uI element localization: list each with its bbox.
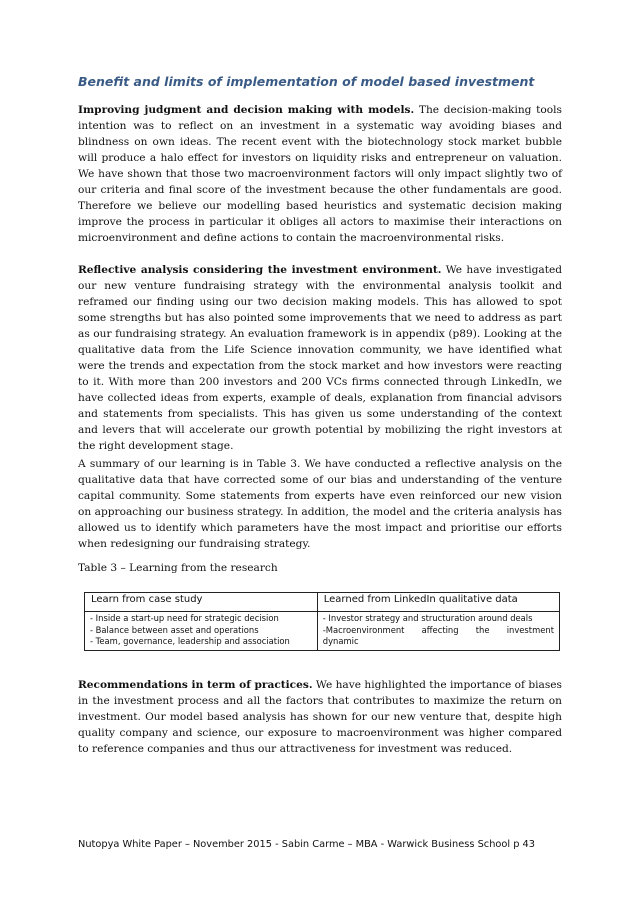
list-item: - Investor strategy and structuration around deals — [322, 613, 533, 623]
paragraph-summary — [78, 456, 562, 552]
paragraph-reflective-analysis — [78, 262, 562, 454]
table-row — [85, 612, 560, 651]
paragraph-improving-judgment — [78, 102, 562, 246]
table-caption: Table 3 – Learning from the research — [78, 562, 278, 574]
section-heading: Benefit and limits of implementation of model based investment — [78, 74, 535, 89]
table-header-case-study: Learn from case study — [85, 593, 318, 612]
list-item — [323, 625, 554, 637]
list-item: - Balance between asset and operations — [90, 624, 259, 635]
paragraph-body: We have investigated our new venture fundraising strategy with the environmental analysis toolkit and reframed our finding using our two decision making models. This has allowed to spot some strengths but has also pointed some improvements that we need to address as part as our fundraising strategy. An evaluation framework is in appendix (p89). Looking at the qualitative data from the Life Science innovation community, we have identified what were the trends and expectation from the stock market and how investors were reacting to it. With more than 200 investors and 200 VCs firms connected through LinkedIn, we have collected ideas from experts, example of deals, explanation from financial advisors and statements from specialists. This has given us some understanding of the context and levers that will accelerate our growth potential by mobilizing the right investors at the right development stage. — [78, 264, 563, 452]
list-item: - Team, governance, leadership and association — [90, 636, 290, 646]
paragraph-lead: Reflective analysis considering the investment environment. — [78, 264, 442, 276]
paragraph-lead: Improving judgment and decision making with models. — [78, 104, 415, 116]
table-cell-case-study — [85, 612, 318, 651]
cell-word: the — [475, 624, 490, 635]
list-item: - Inside a start-up need for strategic decision — [90, 613, 279, 623]
cell-word: -Macroenvironment — [322, 624, 405, 635]
paragraph-body: A summary of our learning is in Table 3. We have conducted a reflective analysis on the qualitative data that have corrected some of our bias and understanding of the venture capital community. Some statements from experts have even reinforced our new vision on approaching our business strategy. In addition, the model and the criteria analysis has allowed us to identify which parameters have the most impact and prioritise our efforts when redesigning our fundraising strategy. — [78, 458, 562, 550]
paragraph-body: We have highlighted the importance of biases in the investment process and all the factors that contributes to maximize the return on investment. Our model based analysis has shown for our new venture that, despite high quality company and science, our exposure to macroenvironment was higher compared to reference companies and thus our attractiveness for investment was reduced. — [78, 679, 562, 755]
table-header-row — [85, 593, 560, 612]
paragraph-lead: Recommendations in term of practices. — [78, 679, 313, 691]
table-cell-linkedin — [317, 612, 559, 651]
list-item: dynamic — [322, 636, 359, 646]
cell-word: investment — [506, 624, 554, 635]
page-footer: Nutopya White Paper – November 2015 - Sabin Carme – MBA - Warwick Business School p 43 — [78, 839, 536, 850]
cell-word: affecting — [421, 624, 459, 635]
learning-table — [84, 592, 560, 651]
table-header-linkedin: Learned from LinkedIn qualitative data — [317, 593, 559, 612]
paragraph-body: The decision-making tools intention was to reflect on an investment in a systematic way avoiding biases and blindness on own ideas. The recent event with the biotechnology stock market bubble will produce a halo effect for investors on liquidity risks and entrepreneur on valuation. We have shown that those two macroenvironment factors will only impact slightly two of our criteria and final score of the investment because the other fundamentals are good. Therefore we believe our modelling based heuristics and systematic decision making improve the process in particular it obliges all actors to maximise their interactions on microenvironment and define actions to contain the macroenvironmental risks. — [78, 104, 562, 244]
paragraph-recommendations — [78, 677, 562, 757]
